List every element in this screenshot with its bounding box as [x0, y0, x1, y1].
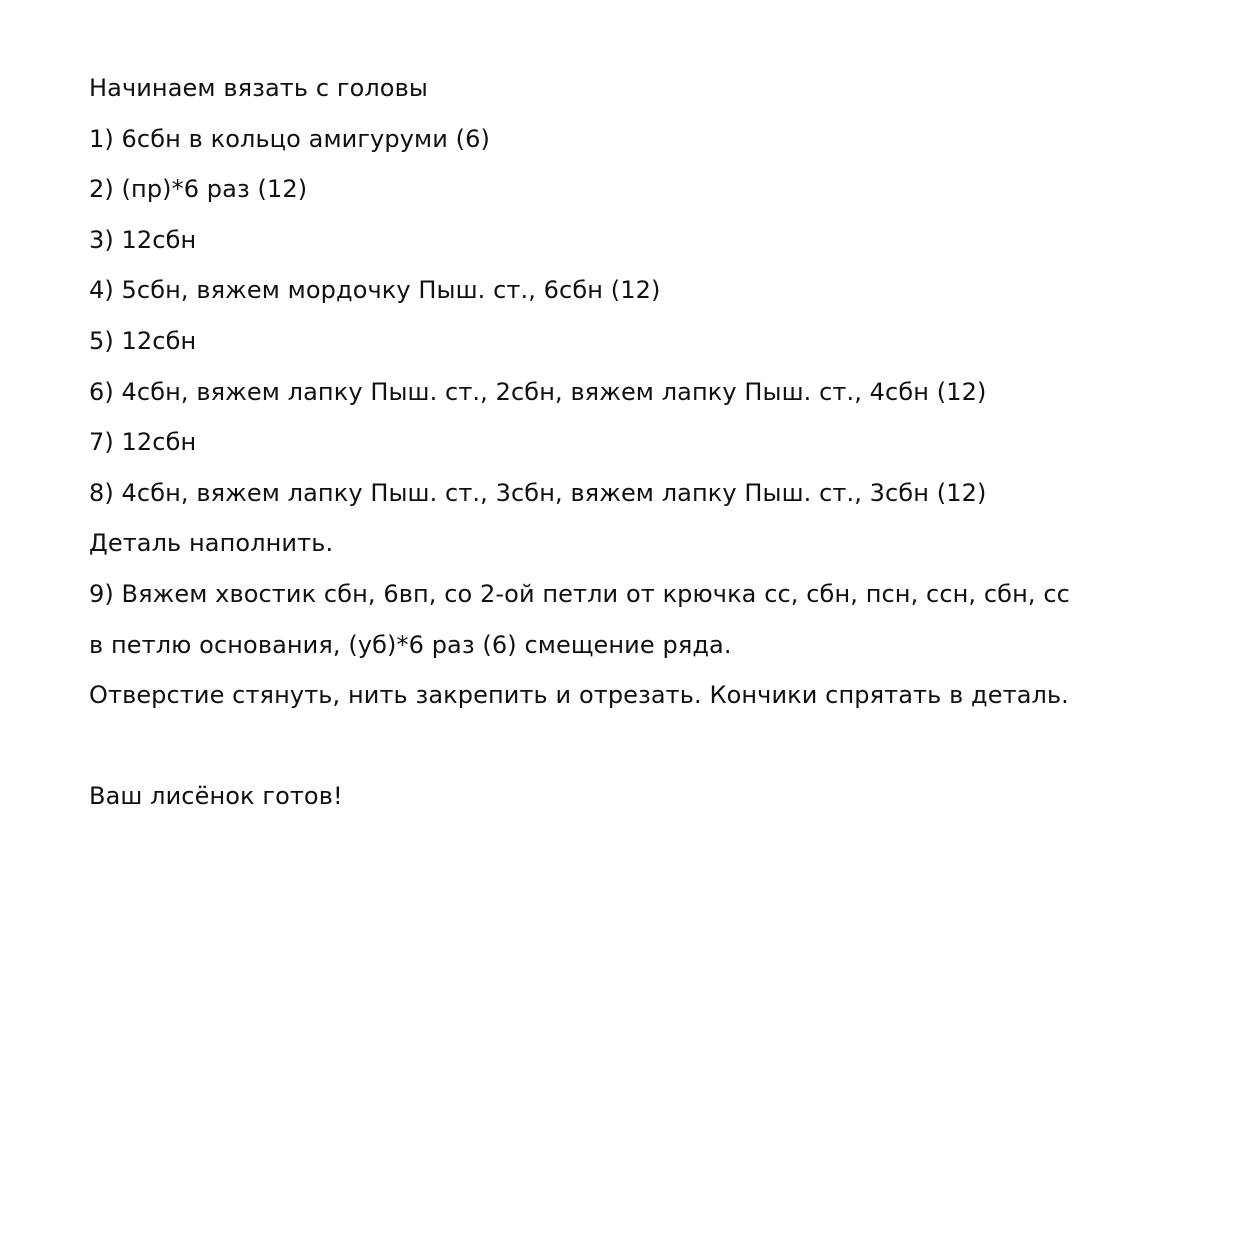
row-1: 1) 6сбн в кольцо амигуруми (6)	[89, 124, 490, 153]
row-9-line-1: 9) Вяжем хвостик сбн, 6вп, со 2-ой петли от крючка сс, сбн, псн, ссн, сбн, сс	[89, 579, 1070, 608]
heading: Начинаем вязать с головы	[89, 74, 428, 102]
row-3: 3) 12сбн	[89, 225, 197, 254]
row-9-line-2: в петлю основания, (уб)*6 раз (6) смещение ряда.	[89, 630, 732, 659]
row-7: 7) 12сбн	[89, 428, 197, 457]
fill-note: Деталь наполнить.	[89, 529, 334, 558]
row-2: 2) (пр)*6 раз (12)	[89, 175, 308, 204]
row-4: 4) 5сбн, вяжем мордочку Пыш. ст., 6сбн (12)	[89, 276, 661, 305]
closing-line: Ваш лисёнок готов!	[89, 782, 343, 811]
blank-line	[89, 726, 1199, 777]
instructions-text	[89, 68, 1199, 827]
finish-note: Отверстие стянуть, нить закрепить и отрезать. Кончики спрятать в деталь.	[89, 681, 1069, 710]
row-8: 8) 4сбн, вяжем лапку Пыш. ст., 3сбн, вяжем лапку Пыш. ст., 3сбн (12)	[89, 478, 987, 507]
row-5: 5) 12сбн	[89, 326, 197, 355]
row-6: 6) 4сбн, вяжем лапку Пыш. ст., 2сбн, вяжем лапку Пыш. ст., 4сбн (12)	[89, 377, 987, 406]
